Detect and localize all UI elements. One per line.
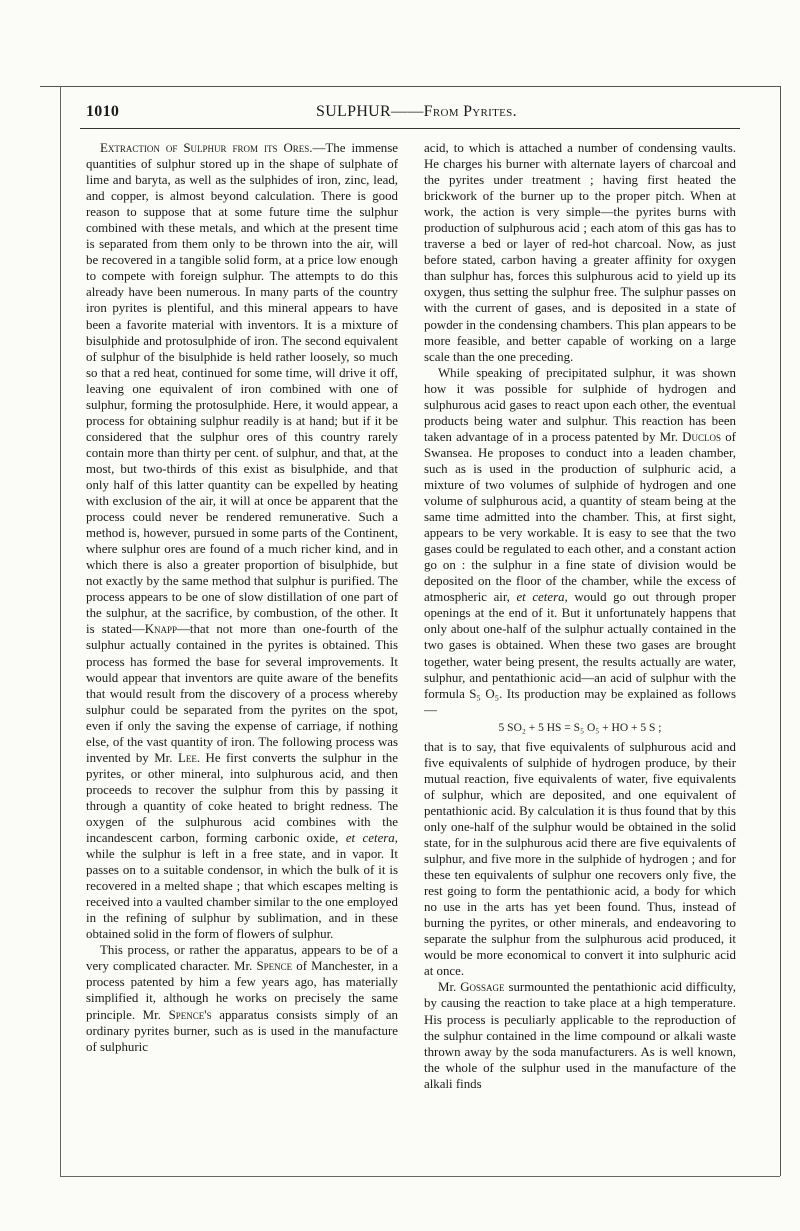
paragraph-gossage (424, 979, 736, 1091)
name-lee: Lee. (177, 750, 201, 765)
page-edge-bottom (60, 1176, 780, 1177)
right-column (424, 140, 736, 1092)
paragraph-text: would go out through proper openings at the end of it. But it unfortunately happens that only about one-half of the sulphur actually contained in the two gases is obtained. When these two gases are brought together, water being present, the results actually are water, sulphur, and pentathionic acid—an acid of sulphur with the formula S₅ O₅. Its production may be explained as follows— (424, 590, 736, 717)
paragraph-text: —The immense quantities of sulphur stored up in the shape of sulphate of lime and baryta, as well as the sulphides of iron, zinc, lead, and copper, is almost beyond calculation. There is good reason to suppose that at some future time the sulphur combined with these metals, and which at the present time is separated from them only to be thrown into the air, will be recovered in a tangible solid form, at a price low enough to compete with foreign sulphur. The attempts to do this already have been numerous. In many parts of the country iron pyrites is plentiful, and this mineral appears to have been a favorite material with inventors. It is a mixture of bisulphide and protosulphide of iron. The second equivalent of sulphur of the bisulphide is held rather loosely, so much so that a red heat, continued for some time, will drive it off, leaving one equivalent of iron combined with one of sulphur, forming the protosulphide. Here, it would appear, a process for obtaining sulphur readily is at hand; but if it be considered that the sulphur ores of this country rarely contain more than thirty per cent. of sulphur, and that, at the most, but two-thirds of this exist as bisulphide, and that only half of this latter quantity can be expelled by heating with exclusion of the air, it will at once be apparent that the process could never be rendered remunerative. Such a method is, however, pursued in some parts of the Continent, where sulphur ores are found of a much richer kind, and in which there is also a greater proportion of bisulphide, but not exactly by the same method that sulphur is purified. The process appears to be one of slow distillation of one part of the sulphur, at the sacrifice, by combustion, of the other. It is stated— (86, 141, 398, 637)
paragraph-text: of Swansea. He proposes to conduct into a leaden chamber, such as is used in the production of sulphuric acid, a mixture of two volumes of sulphide of hydrogen and one volume of sulphurous acid, a quantity of steam being at the same time admitted into the chamber. This, at first sight, appears to be very workable. It is easy to see that the two gases could be regulated to each other, and a constant action go on : the sulphur in a fine state of division would be deposited on the floor of the chamber, while the excess of atmospheric air, (424, 429, 736, 605)
header-rule (80, 128, 740, 129)
name-duclos: Duclos (682, 429, 721, 444)
chemical-formula: 5 SO₂ + 5 HS = S₅ O₅ + HO + 5 S ; (498, 721, 662, 734)
paragraph-text: while the sulphur is left in a free state, and in vapor. It passes on to a suitable condensor, in which the bulk of it is recovered in a melted shape ; that which escapes melting is received into a vaulted chamber similar to the one employed in the refining of sulphur by sublimation, and in these obtained solid in the form of flowers of sulphur. (86, 847, 398, 942)
paragraph-spence (86, 942, 398, 1054)
name-spences: Spence's (168, 1007, 212, 1022)
name-gossage: Gossage (460, 980, 505, 995)
paragraph-extraction (86, 140, 398, 942)
paragraph-text: of Manchester, in a process patented by him a few years ago, has materially simplified it, although he works on precisely the same principle. Mr. (86, 959, 398, 1022)
title-main: SULPHUR (316, 103, 392, 120)
paragraph-text: While speaking of precipitated sulphur, it was shown how it was possible for sulphide of hydrogen and sulphurous acid gases to react upon each other, the eventual products being water and sulphur. This reaction has been taken advantage of in a process patented by Mr. (424, 365, 736, 444)
paragraph-explanation: that is to say, that five equivalents of sulphurous acid and five equivalents of sulphide of hydrogen produce, by their mutual reaction, five equivalents of water, five equivalents of sulphur, which are deposited, and one equivalent of pentathionic acid. By calculation it is thus found that by this only one-half of the sulphur would be obtained in the solid state, for in the sulphurous acid there are five equivalents of sulphur, and five more in the sulphide of hydrogen ; and for these ten equivalents of sulphur one recovers only five, the rest going to form the pentathionic acid, a body for which no use in the arts has yet been found. Thus, instead of burning the pyrites, or other minerals, and endeavoring to separate the sulphur from the sulphurous acid produced, it would be more economical to convert it into sulphuric acid at once. (424, 739, 736, 979)
paragraph-text: apparatus consists simply of an ordinary pyrites burner, such as is used in the manufacture of sulphuric (86, 1007, 398, 1054)
paragraph-text: surmounted the pentathionic acid difficulty, by causing the reaction to take place at a high temperature. His process is peculiarly applicable to the reproduction of the sulphur contained in the lime compound or alkali waste thrown away by the soda manufacturers. As is well known, the whole of the sulphur used in the manufacture of the alkali finds (424, 980, 736, 1091)
paragraph-duclos (424, 365, 736, 718)
section-heading: Extraction of Sulphur from its Ores. (100, 141, 313, 155)
paragraph-continued: acid, to which is attached a number of condensing vaults. He charges his burner with alternate layers of charcoal and the pyrites under treatment ; having first heated the brickwork of the burner up to the proper pitch. When at work, the action is very simple—the pyrites burns with production of sulphurous acid ; each atom of this gas has to traverse a bed or layer of red-hot charcoal. Now, as just before stated, carbon having a greater affinity for oxygen than sulphur has, forces this sulphurous acid to yield up its oxygen, thus setting the sulphur free. The sulphur passes on with the current of gases, and is deposited in a state of powder in the condensing chambers. This plan appears to be more feasible, and better capable of working on a large scale than the one preceding. (424, 141, 736, 364)
page-edge-right (780, 86, 781, 1176)
name-knapp: Knapp (144, 622, 178, 637)
left-column (86, 140, 398, 1055)
page-edge-top (40, 86, 780, 87)
paragraph-text: Mr. (438, 980, 457, 995)
page-number: 1010 (86, 103, 120, 120)
paragraph-text: This process, or rather the apparatus, appears to be of a very complicated character. Mr. (86, 943, 398, 974)
title-separator: —— (391, 103, 424, 120)
paragraph-text: He first converts the sulphur in the pyrites, or other mineral, into sulphurous acid, and then proceeds to recover the sulphur from this by passing it through a quantity of coke heated to bright redness. The oxygen of the sulphurous acid combines with the incandescent carbon, forming carbonic oxide, (86, 750, 398, 846)
name-spence: Spence (256, 959, 293, 974)
page-edge-left (60, 86, 61, 1176)
title-sub: From Pyrites. (423, 103, 517, 120)
running-title (316, 103, 517, 121)
italic-et-cetera: et cetera, (516, 590, 568, 605)
paragraph-text: —that not more than one-fourth of the sulphur actually contained in the pyrites is obtained. This process has formed the base for several improvements. It would appear that inventors are quite aware of the benefits that would result from the discovery of a process whereby sulphur could be separated from the pyrites on the spot, even if only the saving the expense of carriage, if nothing else, of the vast quantity of iron. The following process was invented by Mr. (86, 622, 399, 765)
italic-et-cetera: et cetera, (345, 831, 398, 846)
running-header (86, 103, 736, 125)
